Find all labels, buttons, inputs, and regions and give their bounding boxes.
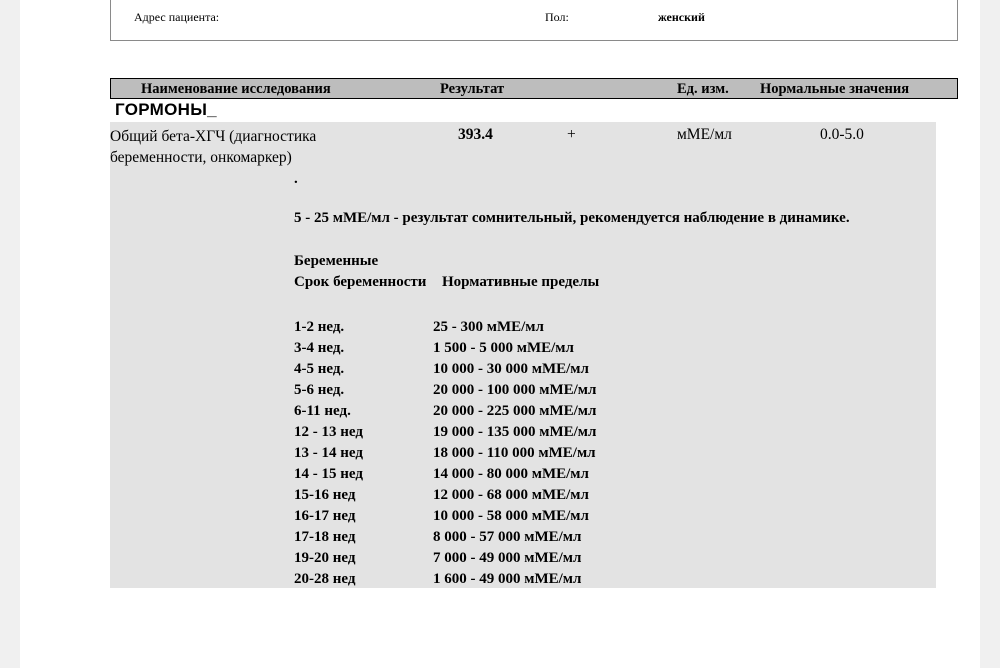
norms-col-range: Нормативные пределы — [442, 274, 600, 290]
norm-row — [294, 359, 596, 380]
norm-row — [294, 401, 596, 422]
header-test-name: Наименование исследования — [141, 81, 331, 97]
norm-row-range: 20 000 - 225 000 мМЕ/мл — [433, 403, 597, 419]
patient-sex-value: женский — [658, 10, 705, 24]
comment-dot: . — [294, 171, 298, 187]
norm-row-term: 20-28 нед — [294, 571, 356, 587]
norm-row-term: 1-2 нед. — [294, 319, 345, 335]
norm-row-range: 7 000 - 49 000 мМЕ/мл — [433, 550, 582, 566]
norm-row-range: 10 000 - 30 000 мМЕ/мл — [433, 361, 589, 377]
header-norm: Нормальные значения — [760, 81, 910, 97]
norm-row-term: 3-4 нед. — [294, 340, 345, 356]
norm-row-range: 14 000 - 80 000 мМЕ/мл — [433, 466, 589, 482]
header-result: Результат — [440, 81, 505, 97]
norm-row-range: 20 000 - 100 000 мМЕ/мл — [433, 382, 597, 398]
norm-row-range: 8 000 - 57 000 мМЕ/мл — [433, 529, 582, 545]
norm-row — [294, 569, 596, 590]
norm-row-term: 6-11 нед. — [294, 403, 351, 419]
norm-row — [294, 506, 596, 527]
norm-row-range: 10 000 - 58 000 мМЕ/мл — [433, 508, 589, 524]
norm-row-term: 13 - 14 нед — [294, 445, 363, 461]
norm-row — [294, 485, 596, 506]
norms-col-term: Срок беременности — [294, 274, 427, 290]
norm-row-term: 12 - 13 нед — [294, 424, 363, 440]
norm-row — [294, 380, 596, 401]
test-result-block — [110, 122, 936, 588]
norm-row-range: 1 600 - 49 000 мМЕ/мл — [433, 571, 582, 587]
patient-info-box — [110, 0, 958, 41]
norm-row — [294, 338, 596, 359]
norm-row-term: 17-18 нед — [294, 529, 356, 545]
results-table-header — [110, 78, 958, 99]
norm-row-term: 14 - 15 нед — [294, 466, 363, 482]
norm-row-range: 18 000 - 110 000 мМЕ/мл — [433, 445, 596, 461]
header-unit: Ед. изм. — [677, 81, 729, 97]
norm-row — [294, 422, 596, 443]
norm-row-range: 1 500 - 5 000 мМЕ/мл — [433, 340, 574, 356]
norm-row — [294, 443, 596, 464]
comment-pregnant-heading: Беременные — [294, 253, 379, 269]
pregnancy-norms-table — [294, 317, 596, 590]
test-unit: мМЕ/мл — [677, 126, 732, 143]
norm-row — [294, 548, 596, 569]
norm-row-range: 25 - 300 мМЕ/мл — [433, 319, 544, 335]
norm-row — [294, 317, 596, 338]
norm-row-term: 16-17 нед — [294, 508, 356, 524]
norm-row-term: 5-6 нед. — [294, 382, 345, 398]
norm-row — [294, 527, 596, 548]
norm-row-range: 19 000 - 135 000 мМЕ/мл — [433, 424, 597, 440]
norm-row-term: 19-20 нед — [294, 550, 356, 566]
comment-note: 5 - 25 мМЕ/мл - результат сомнительный, рекомендуется наблюдение в динамике. — [294, 210, 850, 226]
section-title: ГОРМОНЫ_ — [115, 100, 217, 119]
test-name: Общий бета-ХГЧ (диагностика беременности, онкомаркер) — [110, 128, 317, 166]
norm-row — [294, 464, 596, 485]
norm-row-term: 15-16 нед — [294, 487, 356, 503]
norms-table-header — [294, 274, 599, 291]
patient-address-label: Адрес пациента: — [134, 10, 220, 24]
norm-row-term: 4-5 нед. — [294, 361, 345, 377]
norm-row-range: 12 000 - 68 000 мМЕ/мл — [433, 487, 589, 503]
test-flag: + — [567, 126, 576, 143]
test-value: 393.4 — [458, 126, 493, 143]
test-norm: 0.0-5.0 — [820, 126, 864, 143]
patient-sex-label: Пол: — [545, 10, 569, 24]
document-page — [20, 0, 980, 668]
